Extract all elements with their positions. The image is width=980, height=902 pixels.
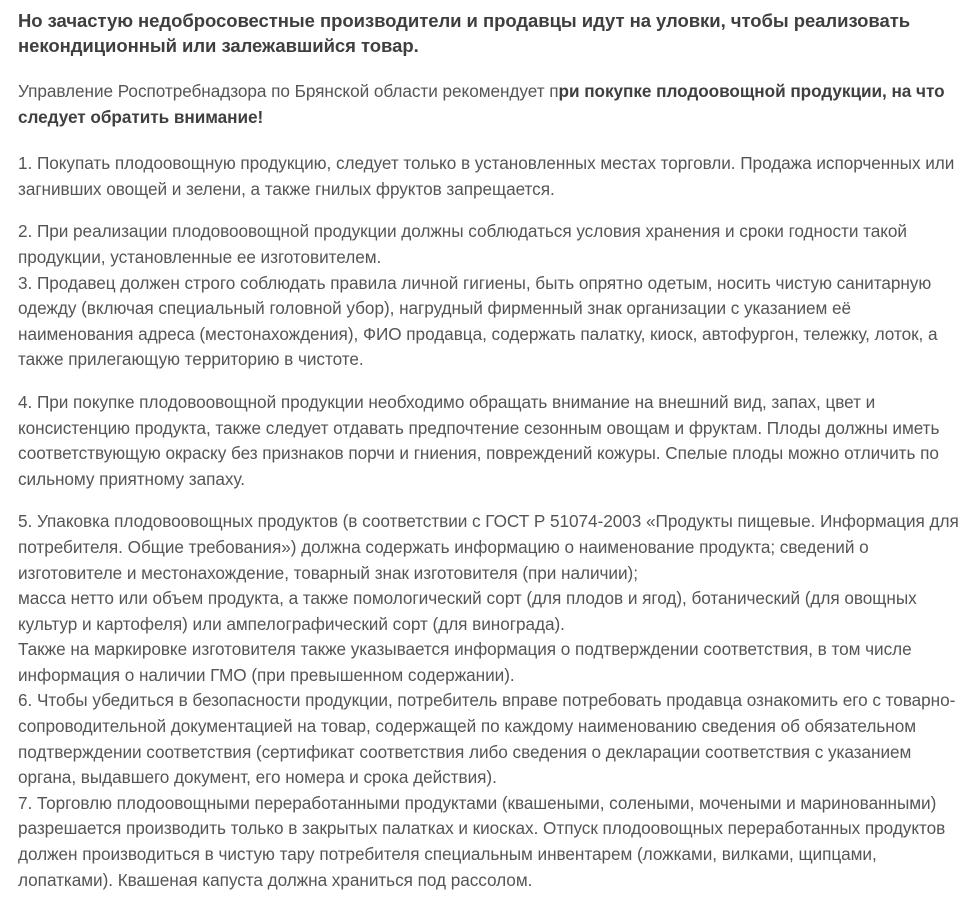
list-item: 4. При покупке плодовоовощной продукции необходимо обращать внимание на внешний вид, запах, цвет и консистенцию продукта, также следует отдавать предпочтение сезонным овощам и фруктам. Плоды должны иметь соответствующую окраску без признаков порчи и гниения, повреждений кожуры. Спелые плоды можно отличить по сильному приятному запаху. — [18, 391, 940, 489]
list-item: 1. Покупать плодоовощную продукцию, следует только в установленных местах торговли. Продажа испорченных или загнивших овощей и зелени, а также гнилых фруктов запрещается. — [18, 153, 955, 199]
spacer — [18, 373, 962, 390]
list-item: 2. При реализации плодовоовощной продукции должны соблюдаться условия хранения и сроки годности такой продукции, установленные ее изготовителем. — [18, 221, 907, 267]
page-title: Но зачастую недобросовестные производители и продавцы идут на уловки, чтобы реализовать некондиционный или залежавшийся товар. — [18, 10, 911, 56]
list-item: 6. Чтобы убедиться в безопасности продукции, потребитель вправе потребовать продавца ознакомить его с товарно-сопроводительной документацией на товар, содержащей по каждому наименованию сведения об обязательном подтверждении соответствия (сертификат соответствия либо сведения о декларации соответствия с указанием органа, выдавшего документ, его номера и срока действия). — [18, 690, 956, 788]
intro-paragraph — [18, 79, 962, 130]
spacer — [18, 492, 962, 509]
list-item: 3. Продавец должен строго соблюдать правила личной гигиены, быть опрятно одетым, носить чистую санитарную одежду (включая специальный головной убор), нагрудный фирменный знак организации с указанием её наименования адреса (местонахождения), ФИО продавца, содержать палатку, киоск, автофургон, тележку, лоток, а также прилегающую территорию в чистоте. — [18, 272, 938, 370]
list-item-continuation: масса нетто или объем продукта, а также помологический сорт (для плодов и ягод), ботанический (для овощных культур и картофеля) или ампелографический сорт (для винограда). — [18, 588, 917, 634]
spacer — [18, 58, 962, 79]
list-item: 7. Торговлю плодоовощными переработанными продуктами (квашеными, солеными, мочеными и маринованными) разрешается производить только в закрытых палатках и киосках. Отпуск плодоовощных переработанных продуктов должен производиться в чистую тару потребителя специальным инвентарем (ложками, вилками, щипцами, лопатками). Квашеная капуста должна храниться под рассолом. — [18, 792, 946, 890]
list-item: 5. Упаковка плодовоовощных продуктов (в соответствии с ГОСТ Р 51074-2003 «Продукты пищевые. Информация для потребителя. Общие требования») должна содержать информацию о наименование продукта; сведений о изготовителе и местонахождение, товарный знак изготовителя (при наличии); — [18, 511, 959, 583]
intro-bold-text: ри покупке плодоовощной продукции, на что следует обратить внимание! — [18, 81, 945, 127]
spacer — [18, 130, 962, 151]
intro-plain-text: Управление Роспотребнадзора по Брянской области рекомендует п — [18, 81, 559, 101]
list-item-continuation: Также на маркировке изготовителя также указывается информация о подтверждении соответствия, в том числе информация о наличии ГМО (при превышенном содержании). — [18, 639, 912, 685]
spacer — [18, 202, 962, 219]
